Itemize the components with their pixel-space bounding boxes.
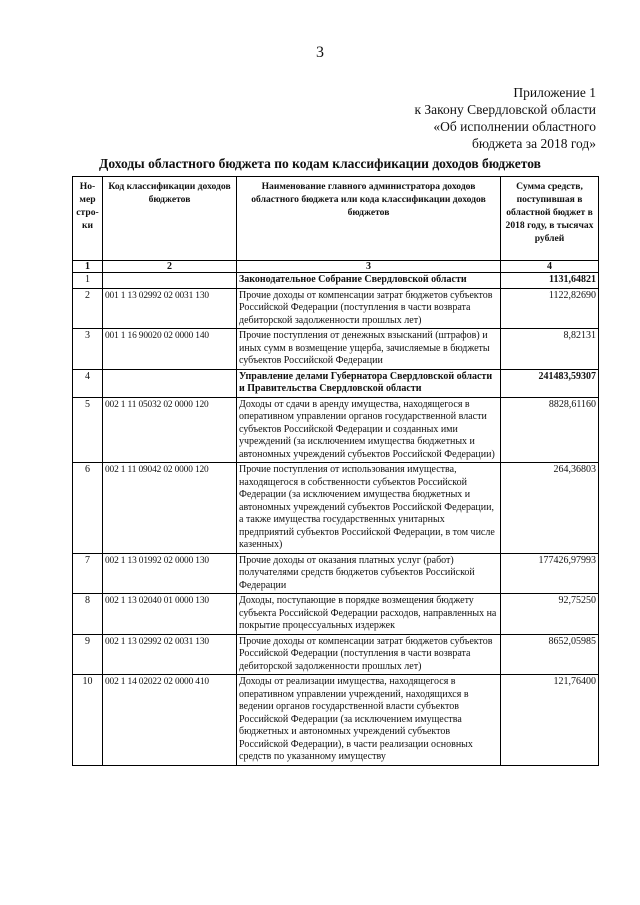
table-row [73, 288, 599, 329]
row-number-cell: 10 [73, 675, 103, 766]
table-row [73, 329, 599, 370]
classification-code-cell: 002 1 13 02992 02 0031 130 [103, 634, 237, 675]
income-table [72, 176, 599, 766]
column-index: 3 [237, 261, 501, 273]
amount-cell: 8,82131 [501, 329, 599, 370]
amount-cell: 8828,61160 [501, 397, 599, 463]
column-index: 1 [73, 261, 103, 273]
administrator-name-cell: Прочие поступления от использования имущества, находящегося в собственности субъектов Российской Федерации (за исключением имущества бюджетных и автономных учреждений субъектов Российской Федерации, а также имущества государственных унитарных предприятий субъектов Российской Федерации, в том числе казенных) [237, 463, 501, 554]
header-row-number: Но-мер стро-ки [73, 177, 103, 261]
table-row [73, 463, 599, 554]
table-row [73, 397, 599, 463]
column-index: 4 [501, 261, 599, 273]
classification-code-cell: 002 1 13 02040 01 0000 130 [103, 594, 237, 635]
table-header-row [73, 177, 599, 261]
row-number-cell: 9 [73, 634, 103, 675]
table-row [73, 594, 599, 635]
classification-code-cell: 001 1 13 02992 02 0031 130 [103, 288, 237, 329]
appendix-line: «Об исполнении областного [433, 119, 596, 134]
row-number-cell: 3 [73, 329, 103, 370]
table-row [73, 553, 599, 594]
classification-code-cell: 001 1 16 90020 02 0000 140 [103, 329, 237, 370]
header-classification-code: Код классификации доходов бюджетов [103, 177, 237, 261]
amount-cell: 8652,05985 [501, 634, 599, 675]
administrator-name-cell: Управление делами Губернатора Свердловской области и Правительства Свердловской области [237, 369, 501, 397]
row-number-cell: 8 [73, 594, 103, 635]
administrator-name-cell: Доходы от сдачи в аренду имущества, находящегося в оперативном управлении органов государственной власти субъектов Российской Федерации и созданных ими учреждений (за исключением имущества бюджетных и автономных учреждений субъектов Российской Федерации) [237, 397, 501, 463]
table-row [73, 369, 599, 397]
administrator-name-cell: Доходы от реализации имущества, находящегося в оперативном управлении учреждений, находящихся в ведении органов государственной власти субъектов Российской Федерации (за исключением имущества бюджетных и автономных учреждений субъектов Российской Федерации), в части реализации основных средств по указанному имуществу [237, 675, 501, 766]
classification-code-cell [103, 273, 237, 289]
amount-cell: 177426,97993 [501, 553, 599, 594]
classification-code-cell: 002 1 14 02022 02 0000 410 [103, 675, 237, 766]
amount-cell: 264,36803 [501, 463, 599, 554]
appendix-line: Приложение 1 [513, 85, 596, 100]
column-index: 2 [103, 261, 237, 273]
administrator-name-cell: Законодательное Собрание Свердловской области [237, 273, 501, 289]
amount-cell: 1122,82690 [501, 288, 599, 329]
table-body [73, 273, 599, 766]
page-number: 3 [316, 44, 324, 61]
administrator-name-cell: Прочие доходы от оказания платных услуг (работ) получателями средств бюджетов субъектов Российской Федерации [237, 553, 501, 594]
amount-cell: 241483,59307 [501, 369, 599, 397]
appendix-line: к Закону Свердловской области [414, 102, 596, 117]
classification-code-cell: 002 1 11 09042 02 0000 120 [103, 463, 237, 554]
administrator-name-cell: Прочие доходы от компенсации затрат бюджетов субъектов Российской Федерации (поступления в части возврата дебиторской задолженности прошлых лет) [237, 288, 501, 329]
row-number-cell: 2 [73, 288, 103, 329]
row-number-cell: 6 [73, 463, 103, 554]
appendix-note [414, 84, 596, 152]
row-number-cell: 7 [73, 553, 103, 594]
column-index-row [73, 261, 599, 273]
amount-cell: 92,75250 [501, 594, 599, 635]
classification-code-cell [103, 369, 237, 397]
classification-code-cell: 002 1 13 01992 02 0000 130 [103, 553, 237, 594]
row-number-cell: 1 [73, 273, 103, 289]
table-row [73, 273, 599, 289]
table-row [73, 675, 599, 766]
amount-cell: 1131,64821 [501, 273, 599, 289]
table-row [73, 634, 599, 675]
header-administrator-name: Наименование главного администратора доходов областного бюджета или кода классификации доходов бюджетов [237, 177, 501, 261]
administrator-name-cell: Прочие доходы от компенсации затрат бюджетов субъектов Российской Федерации (поступления в части возврата дебиторской задолженности прошлых лет) [237, 634, 501, 675]
administrator-name-cell: Прочие поступления от денежных взысканий (штрафов) и иных сумм в возмещение ущерба, зачисляемые в бюджеты субъектов Российской Федерации [237, 329, 501, 370]
classification-code-cell: 002 1 11 05032 02 0000 120 [103, 397, 237, 463]
row-number-cell: 4 [73, 369, 103, 397]
amount-cell: 121,76400 [501, 675, 599, 766]
header-amount: Сумма средств, поступившая в областной бюджет в 2018 году, в тысячах рублей [501, 177, 599, 261]
row-number-cell: 5 [73, 397, 103, 463]
document-title: Доходы областного бюджета по кодам классификации доходов бюджетов [99, 156, 541, 171]
administrator-name-cell: Доходы, поступающие в порядке возмещения бюджету субъекта Российской Федерации расходов, направленных на покрытие процессуальных издержек [237, 594, 501, 635]
appendix-line: бюджета за 2018 год» [472, 136, 596, 151]
